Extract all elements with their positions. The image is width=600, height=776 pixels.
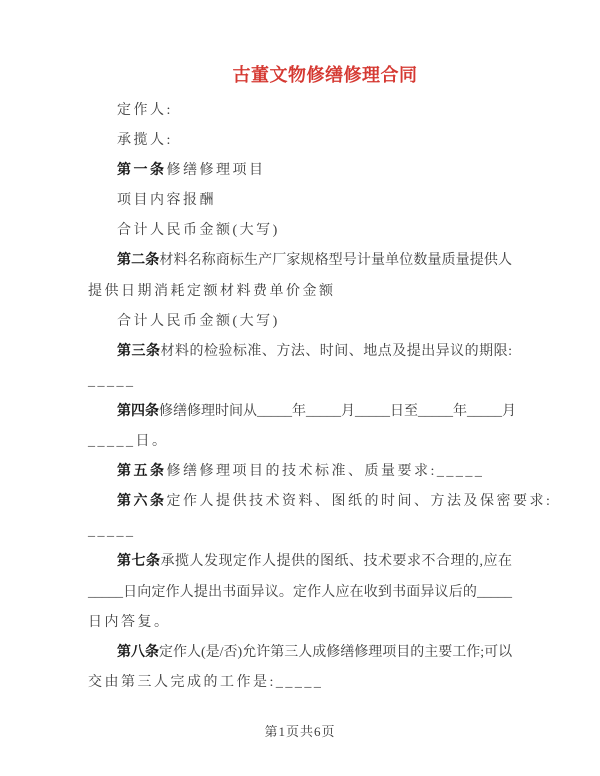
paragraph-line — [88, 126, 512, 156]
paragraph-line — [88, 186, 512, 216]
paragraph-text: 承揽人发现定作人提供的图纸、技术要求不合理的,应在 — [160, 554, 512, 570]
page-number-footer: 第1页共6页 — [264, 724, 336, 739]
paragraph-text: 定作人提供技术资料、图纸的时间、方法及保密要求: — [166, 494, 553, 510]
paragraph-text: 修缮修理项目的技术标准、质量要求:_____ — [166, 464, 485, 480]
paragraph-line — [88, 96, 512, 126]
clause-number: 第二条 — [117, 253, 160, 269]
paragraph-text: _____ — [88, 373, 136, 389]
clause-number: 第八条 — [117, 644, 159, 660]
document-title: 古董文物修缮修理合同 — [232, 65, 418, 85]
paragraph-line — [88, 337, 512, 367]
paragraph-line — [88, 638, 512, 668]
clause-number: 第六条 — [117, 494, 167, 510]
paragraph-line — [88, 578, 512, 608]
document-body — [88, 96, 553, 698]
paragraph-line — [88, 367, 512, 397]
paragraph-text: 修缮修理时间从_____年_____月_____日至_____年_____月 — [159, 403, 516, 419]
paragraph-text: _____日向定作人提出书面异议。定作人应在收到书面异议后的_____ — [88, 584, 512, 600]
clause-number: 第五条 — [117, 464, 167, 480]
paragraph-text: 修缮修理项目 — [166, 163, 266, 179]
paragraph-line — [88, 517, 512, 547]
paragraph-text: 项目内容报酬 — [117, 193, 216, 209]
paragraph-line — [88, 216, 512, 246]
paragraph-text: 材料的检验标准、方法、时间、地点及提出异议的期限: — [160, 343, 513, 359]
clause-number: 第七条 — [117, 554, 161, 570]
paragraph-text: _____日。 — [88, 434, 169, 450]
paragraph-line — [88, 457, 512, 487]
paragraph-line — [88, 487, 553, 517]
paragraph-line — [88, 608, 512, 638]
paragraph-line — [88, 668, 512, 698]
paragraph-text: 材料名称商标生产厂家规格型号计量单位数量质量提供人 — [159, 253, 513, 269]
paragraph-line — [88, 397, 516, 427]
paragraph-text: 合计人民币金额(大写) — [117, 223, 280, 239]
paragraph-line — [88, 307, 512, 337]
paragraph-text: 承揽人: — [117, 133, 173, 149]
paragraph-text: 合计人民币金额(大写) — [117, 313, 280, 329]
clause-number: 第一条 — [117, 163, 167, 179]
paragraph-line — [88, 156, 512, 186]
clause-number: 第四条 — [117, 403, 159, 419]
paragraph-line — [88, 246, 512, 276]
paragraph-text: 定作人(是/否)允许第三人成修缮修理项目的主要工作;可以 — [159, 644, 513, 660]
paragraph-line — [88, 547, 512, 577]
paragraph-text: 定作人: — [117, 103, 173, 118]
paragraph-line — [88, 427, 512, 457]
paragraph-text: 交由第三人完成的工作是:_____ — [88, 674, 324, 690]
paragraph-text: 日内答复。 — [88, 614, 171, 630]
paragraph-text: _____ — [88, 524, 136, 540]
paragraph-line — [88, 277, 512, 307]
clause-number: 第三条 — [117, 343, 161, 359]
paragraph-text: 提供日期消耗定额材料费单价金额 — [88, 283, 336, 299]
